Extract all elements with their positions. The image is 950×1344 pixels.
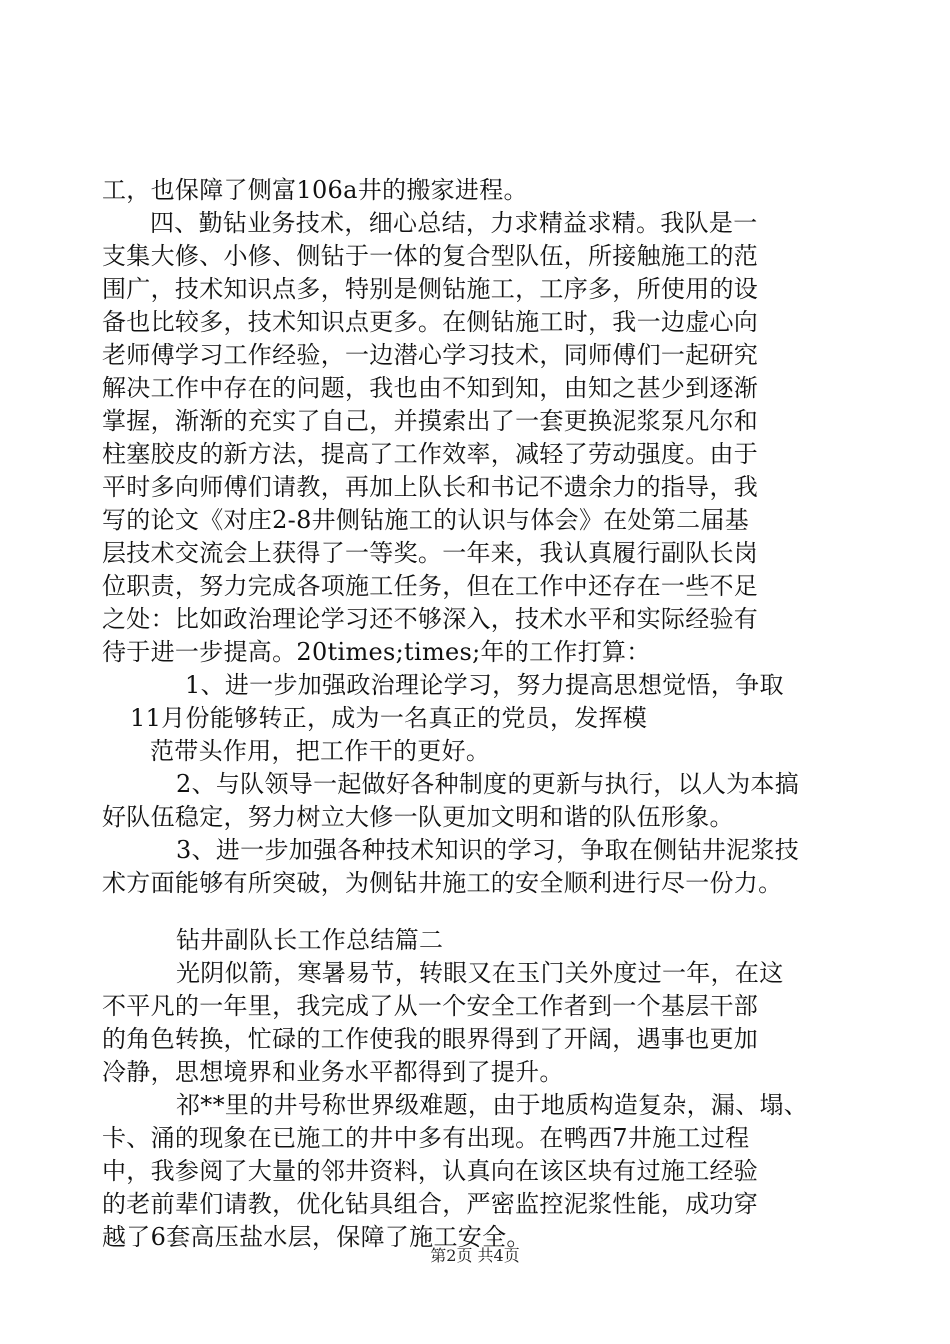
text-line: 写的论文《对庄2-8井侧钻施工的认识与体会》在处第二届基	[102, 506, 750, 534]
text-line: 柱塞胶皮的新方法，提高了工作效率，减轻了劳动强度。由于	[102, 440, 759, 468]
text-line: 待于进一步提高。20times;times;年的工作打算：	[102, 638, 651, 666]
text-line: 围广，技术知识点多，特别是侧钻施工，工序多，所使用的设	[102, 275, 759, 303]
text-line: 的老前辈们请教，优化钻具组合，严密监控泥浆性能，成功穿	[102, 1190, 759, 1218]
text-line: 四、勤钻业务技术，细心总结，力求精益求精。我队是一	[150, 209, 758, 237]
text-line: 11月份能够转正，成为一名真正的党员，发挥模	[130, 704, 648, 732]
text-line: 之处：比如政治理论学习还不够深入，技术水平和实际经验有	[102, 605, 759, 633]
list-item: 3、进一步加强各种技术知识的学习，争取在侧钻井泥浆技	[176, 836, 800, 864]
text-line: 的角色转换，忙碌的工作使我的眼界得到了开阔，遇事也更加	[102, 1025, 759, 1053]
text-line: 掌握，渐渐的充实了自己，并摸索出了一套更换泥浆泵凡尔和	[102, 407, 759, 435]
list-item: 2、与队领导一起做好各种制度的更新与执行，以人为本搞	[176, 770, 800, 798]
text-line: 支集大修、小修、侧钻于一体的复合型队伍，所接触施工的范	[102, 242, 759, 270]
text-line: 位职责，努力完成各项施工任务，但在工作中还存在一些不足	[102, 572, 759, 600]
text-line: 光阴似箭，寒暑易节，转眼又在玉门关外度过一年，在这	[176, 959, 784, 987]
text-line: 祁**里的井号称世界级难题，由于地质构造复杂，漏、塌、	[176, 1091, 809, 1119]
section-heading: 钻井副队长工作总结篇二	[176, 926, 444, 954]
page-number: 第2页 共4页	[430, 1246, 520, 1265]
text-line: 层技术交流会上获得了一等奖。一年来，我认真履行副队长岗	[102, 539, 759, 567]
text-line: 不平凡的一年里，我完成了从一个安全工作者到一个基层干部	[102, 992, 759, 1020]
text-line: 平时多向师傅们请教，再加上队长和书记不遗余力的指导，我	[102, 473, 759, 501]
text-line: 冷静，思想境界和业务水平都得到了提升。	[102, 1058, 564, 1086]
text-line: 术方面能够有所突破，为侧钻井施工的安全顺利进行尽一份力。	[102, 869, 783, 897]
text-line: 解决工作中存在的问题，我也由不知到知，由知之甚少到逐渐	[102, 374, 759, 402]
text-line: 工，也保障了侧富106a井的搬家进程。	[102, 176, 528, 204]
text-line: 范带头作用，把工作干的更好。	[150, 737, 491, 765]
text-line: 越了6套高压盐水层，保障了施工安全。	[102, 1223, 531, 1251]
text-line: 老师傅学习工作经验，一边潜心学习技术，同师傅们一起研究	[102, 341, 759, 369]
text-line: 备也比较多，技术知识点更多。在侧钻施工时，我一边虚心向	[102, 308, 759, 336]
list-item: 1、进一步加强政治理论学习，努力提高思想觉悟，争取	[185, 671, 784, 699]
text-line: 好队伍稳定，努力树立大修一队更加文明和谐的队伍形象。	[102, 803, 734, 831]
text-line: 卡、涌的现象在已施工的井中多有出现。在鸭西7井施工过程	[102, 1124, 750, 1152]
text-line: 中，我参阅了大量的邻井资料，认真向在该区块有过施工经验	[102, 1157, 759, 1185]
